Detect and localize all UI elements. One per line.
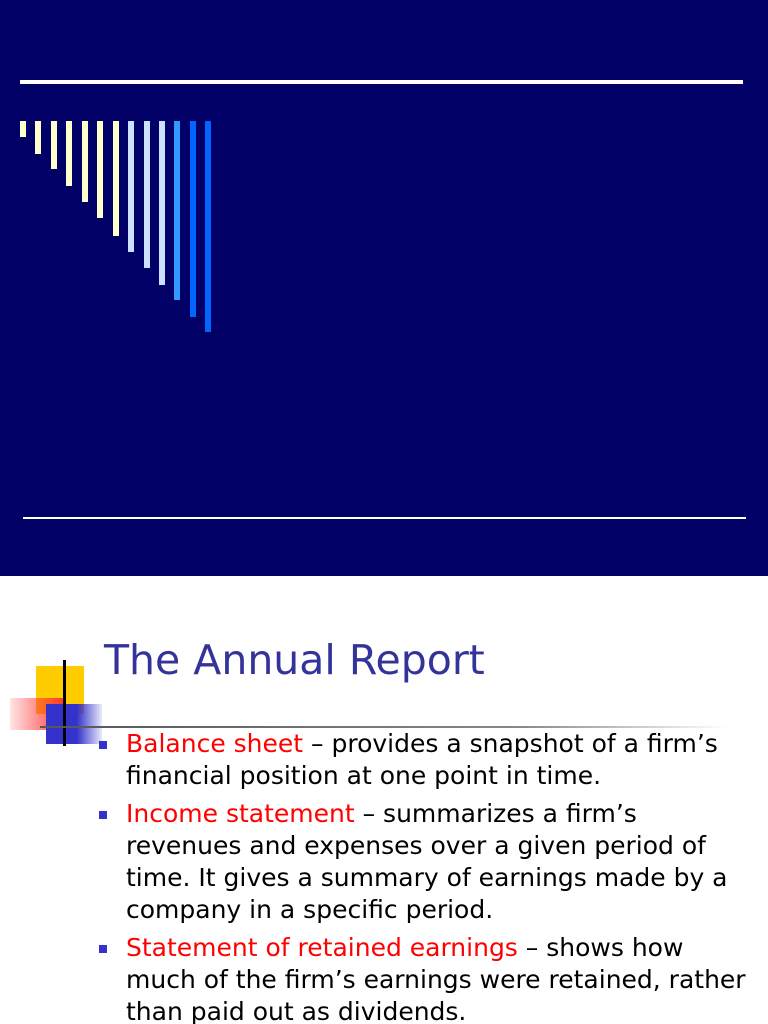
- stripe-bar: [66, 121, 72, 186]
- square-bullet-icon: [99, 811, 107, 819]
- bullet-item: [96, 932, 756, 1024]
- bullet-text: – provides a snapshot of a firm’s financial position at one point in time.: [126, 729, 718, 790]
- stripe-bar: [82, 121, 88, 202]
- bullet-term: Income statement: [126, 799, 355, 828]
- bullet-text: – shows how much of the firm’s earnings were retained, rather than paid out as dividends.: [126, 933, 746, 1024]
- stripe-bar: [97, 121, 103, 218]
- bullet-text: – summarizes a firm’s revenues and expenses over a given period of time. It gives a summary of earnings made by a company in a specific period.: [126, 799, 728, 924]
- content-slide: [0, 576, 768, 1024]
- bottom-divider: [23, 517, 746, 519]
- stripe-bar: [174, 121, 180, 300]
- stripe-bar: [144, 121, 150, 268]
- stripe-bar: [113, 121, 119, 236]
- top-divider: [20, 80, 743, 84]
- slide-title: The Annual Report: [104, 636, 485, 684]
- bullet-term: Statement of retained earnings: [126, 933, 518, 962]
- square-bullet-icon: [99, 945, 107, 953]
- stripe-bar: [20, 121, 26, 137]
- vertical-crossline: [63, 660, 66, 746]
- stripe-bar: [190, 121, 196, 317]
- stripe-bar: [205, 121, 211, 332]
- blue-square: [46, 704, 102, 744]
- stripe-bar: [159, 121, 165, 285]
- stripe-bar: [51, 121, 57, 169]
- bullet-item: [96, 798, 756, 926]
- bullet-list: [96, 728, 756, 1024]
- square-bullet-icon: [99, 741, 107, 749]
- bullet-item: [96, 728, 756, 792]
- bullet-term: Balance sheet: [126, 729, 304, 758]
- stripe-bar: [128, 121, 134, 252]
- stripe-bar: [35, 121, 41, 154]
